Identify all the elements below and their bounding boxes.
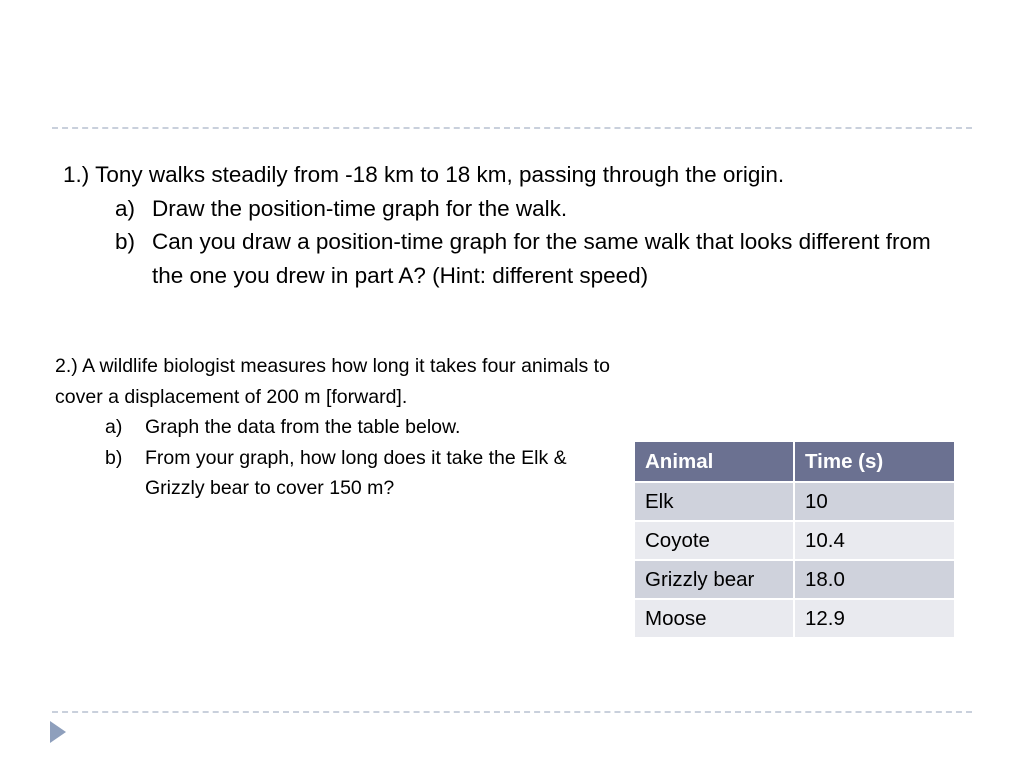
time-cell: 18.0 xyxy=(794,560,955,599)
play-triangle-icon xyxy=(50,721,66,743)
question-1-part-b xyxy=(63,225,963,292)
question-2-stem xyxy=(55,351,625,412)
question-1-stem xyxy=(63,158,963,192)
part-label: b) xyxy=(105,446,123,469)
column-header-time: Time (s) xyxy=(794,441,955,482)
part-text: Graph the data from the table below. xyxy=(145,416,461,438)
part-text: From your graph, how long does it take the Elk & Grizzly bear to cover 150 m? xyxy=(145,446,567,499)
time-cell: 10 xyxy=(794,482,955,521)
question-1-part-a xyxy=(63,192,963,226)
question-1-stem-text: 1.) Tony walks steadily from -18 km to 18 km, passing through the origin. xyxy=(63,162,785,187)
column-header-animal: Animal xyxy=(634,441,794,482)
part-text: Can you draw a position-time graph for the same walk that looks different from the one you drew in part A? (Hint: different speed) xyxy=(152,229,931,288)
animal-cell: Grizzly bear xyxy=(634,560,794,599)
part-text: Draw the position-time graph for the walk. xyxy=(152,195,568,221)
question-2-part-a xyxy=(55,412,625,443)
question-2 xyxy=(55,351,625,504)
animal-cell: Moose xyxy=(634,599,794,638)
table-row xyxy=(634,560,955,599)
bottom-divider xyxy=(52,711,972,713)
animal-cell: Coyote xyxy=(634,521,794,560)
top-divider xyxy=(52,127,972,129)
table-row xyxy=(634,599,955,638)
time-cell: 12.9 xyxy=(794,599,955,638)
animal-cell: Elk xyxy=(634,482,794,521)
animal-time-table xyxy=(633,440,956,639)
question-2-part-b xyxy=(55,443,625,504)
part-label: b) xyxy=(115,229,136,254)
question-1 xyxy=(63,158,963,292)
question-2-stem-text: 2.) A wildlife biologist measures how long it takes four animals to cover a displacement of 200 m [forward]. xyxy=(55,355,610,408)
table-row xyxy=(634,521,955,560)
part-label: a) xyxy=(105,416,123,438)
table-header-row xyxy=(634,441,955,482)
part-label: a) xyxy=(115,195,136,221)
time-cell: 10.4 xyxy=(794,521,955,560)
table-row xyxy=(634,482,955,521)
